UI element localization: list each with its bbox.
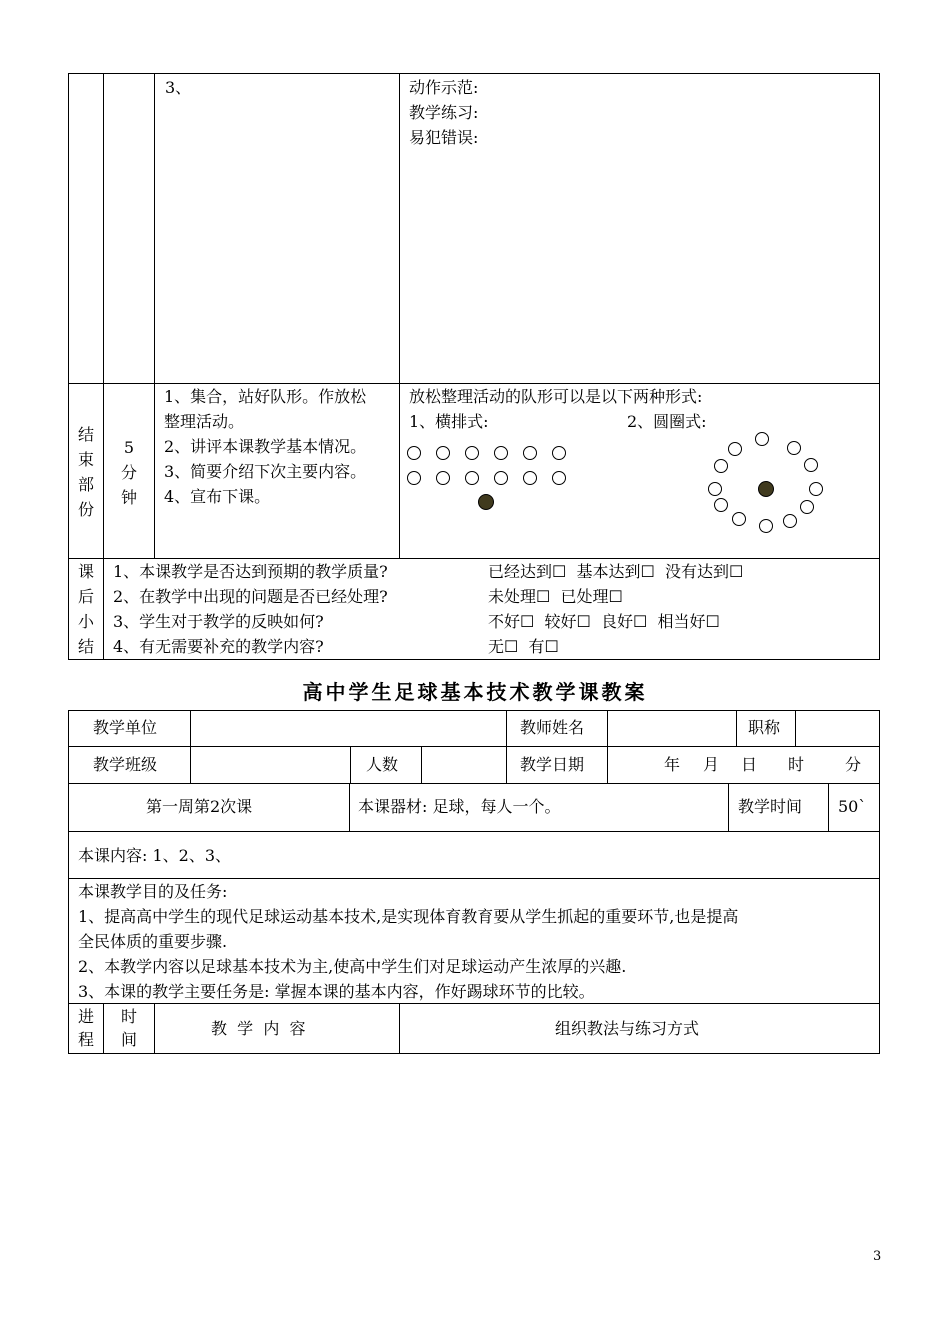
goal-1-line-2: 全民体质的重要步骤.	[78, 932, 228, 951]
student-marker	[708, 482, 722, 496]
teacher-marker	[478, 494, 494, 510]
page-number: 3	[873, 1249, 882, 1264]
goal-2: 2、本教学内容以足球基本技术为主,使高中学生们对足球运动产生浓厚的兴趣.	[78, 957, 627, 976]
student-marker	[783, 514, 797, 528]
summary-answer-3: 不好☐ 较好☐ 良好☐ 相当好☐	[488, 612, 720, 631]
student-marker	[714, 498, 728, 512]
formation-intro: 放松整理活动的队形可以是以下两种形式:	[409, 387, 703, 406]
teacher-name-label: 教师姓名	[520, 718, 585, 737]
student-marker	[494, 471, 508, 485]
teaching-date-label: 教学日期	[520, 755, 585, 774]
equipment-text: 本课器材: 足球，每人一个。	[358, 797, 561, 816]
student-marker	[714, 459, 728, 473]
teaching-time-value: 50`	[838, 797, 867, 816]
col-header-method: 组织教法与练习方式	[555, 1019, 700, 1038]
student-marker	[523, 446, 537, 460]
summary-answer-1: 已经达到☐ 基本达到☐ 没有达到☐	[488, 562, 744, 581]
org-line-errors: 易犯错误:	[409, 128, 479, 147]
end-content-line-3: 2、讲评本课教学基本情况。	[164, 437, 367, 456]
end-part-time: 5 分 钟	[120, 438, 137, 507]
col-header-time: 时 间	[120, 1007, 137, 1049]
col-header-content: 教 学 内 容	[211, 1019, 306, 1038]
student-marker	[552, 446, 566, 460]
student-marker	[804, 458, 818, 472]
date-day: 日	[741, 755, 758, 774]
week-lesson-number: 第一周第2次课	[146, 797, 253, 816]
summary-question-1: 1、本课教学是否达到预期的教学质量?	[113, 562, 388, 581]
summary-answer-2: 未处理☐ 已处理☐	[488, 587, 623, 606]
lesson-plan-title: 高中学生足球基本技术教学课教案	[302, 680, 648, 704]
student-marker	[787, 441, 801, 455]
student-marker	[800, 500, 814, 514]
org-line-practice: 教学练习:	[409, 103, 479, 122]
student-marker	[407, 471, 421, 485]
formation-circle-label: 2、圆圈式:	[627, 412, 707, 431]
end-content-line-1: 1、集合，站好队形。作放松	[164, 387, 367, 406]
student-marker	[407, 446, 421, 460]
teaching-time-label: 教学时间	[738, 797, 803, 816]
student-marker	[436, 446, 450, 460]
student-marker	[465, 471, 479, 485]
date-hour: 时	[788, 755, 805, 774]
goal-3: 3、本课的教学主要任务是: 掌握本课的基本内容，作好踢球环节的比较。	[78, 982, 595, 1001]
teacher-marker	[758, 481, 774, 497]
formation-line-label: 1、横排式:	[409, 412, 489, 431]
student-marker	[494, 446, 508, 460]
org-line-demo: 动作示范:	[409, 78, 479, 97]
end-content-line-4: 3、简要介绍下次主要内容。	[164, 462, 367, 481]
goals-heading: 本课教学目的及任务:	[78, 882, 228, 901]
summary-answer-4: 无☐ 有☐	[488, 637, 559, 656]
student-marker	[523, 471, 537, 485]
summary-question-2: 2、在教学中出现的问题是否已经处理?	[113, 587, 388, 606]
end-content-line-5: 4、宣布下课。	[164, 487, 271, 506]
step-3-label: 3、	[165, 78, 192, 97]
student-marker	[809, 482, 823, 496]
student-marker	[436, 471, 450, 485]
lesson-content: 本课内容: 1、2、3、	[78, 846, 232, 865]
summary-question-4: 4、有无需要补充的教学内容?	[113, 637, 324, 656]
date-month: 月	[703, 755, 720, 774]
col-header-progress: 进 程	[77, 1007, 94, 1049]
end-content-line-2: 整理活动。	[164, 412, 245, 431]
date-minute: 分	[845, 755, 862, 774]
end-part-label: 结 束 部 份	[77, 425, 94, 519]
teaching-unit-label: 教学单位	[93, 718, 158, 737]
job-title-label: 职称	[748, 718, 781, 737]
student-marker	[755, 432, 769, 446]
student-count-label: 人数	[366, 755, 399, 774]
student-marker	[465, 446, 479, 460]
student-marker	[728, 442, 742, 456]
date-year: 年	[664, 755, 681, 774]
summary-question-3: 3、学生对于教学的反映如何?	[113, 612, 324, 631]
goal-1-line-1: 1、提高高中学生的现代足球运动基本技术,是实现体育教育要从学生抓起的重要环节,也是提高	[78, 907, 739, 926]
teaching-class-label: 教学班级	[93, 755, 158, 774]
summary-label: 课 后 小 结	[77, 562, 94, 656]
student-marker	[552, 471, 566, 485]
student-marker	[759, 519, 773, 533]
student-marker	[732, 512, 746, 526]
